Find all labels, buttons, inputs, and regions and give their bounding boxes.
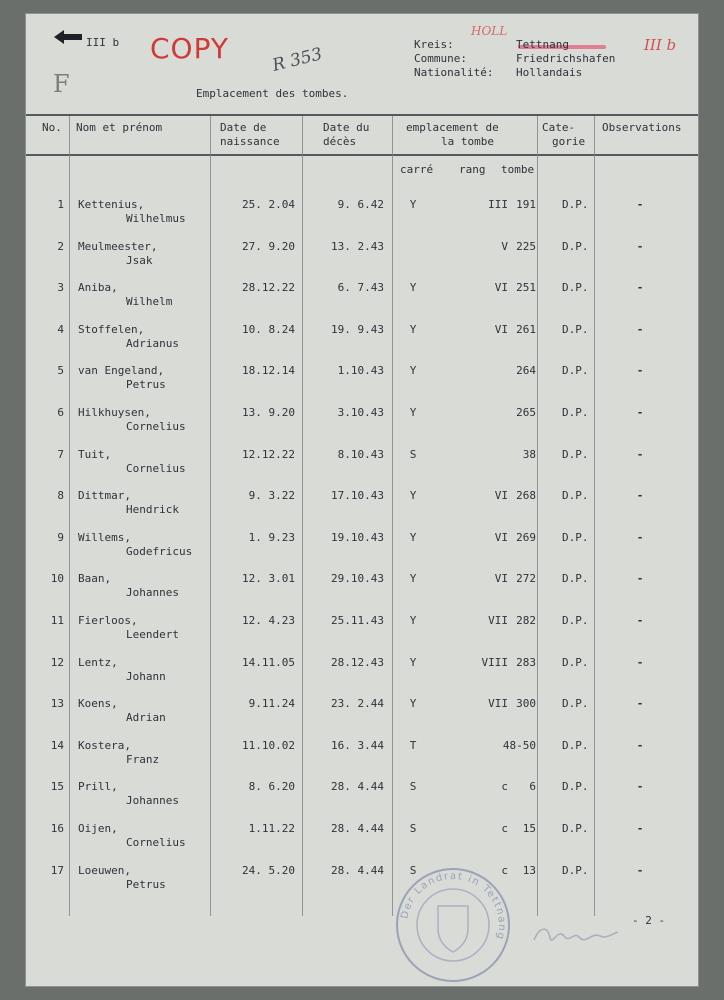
row-observation: - — [636, 239, 644, 253]
row-rang: VI — [494, 572, 508, 586]
row-given-name: Cornelius — [126, 420, 186, 433]
row-surname: Prill, — [78, 780, 118, 794]
row-number: 2 — [57, 239, 64, 253]
handwritten-corner-note: III b — [644, 36, 677, 54]
row-death-date: 19. 9.43 — [331, 322, 384, 336]
table-row — [0, 364, 724, 406]
row-rang: V — [501, 239, 508, 253]
row-given-name: Petrus — [126, 378, 166, 392]
row-carre: Y — [409, 530, 417, 544]
row-rang: VI — [494, 530, 508, 544]
row-birth-date: 12. 4.23 — [242, 614, 295, 627]
row-death-date: 9. 6.42 — [337, 198, 384, 211]
row-birth-date: 1.11.22 — [248, 822, 295, 835]
row-number: 9 — [57, 530, 64, 544]
row-surname: Hilkhuysen, — [78, 406, 151, 419]
table-row — [0, 489, 724, 531]
nationalite-value: Hollandais — [516, 66, 583, 79]
header-location-2: la tombe — [441, 135, 494, 148]
row-carre: S — [409, 863, 417, 877]
page-number: - 2 - — [632, 914, 666, 927]
row-carre: S — [409, 822, 417, 835]
row-category: D.P. — [562, 239, 589, 253]
handwritten-margin-letter: F — [53, 70, 70, 98]
row-birth-date: 27. 9.20 — [242, 239, 295, 253]
row-surname: Lentz, — [78, 655, 118, 669]
subheader-tombe: tombe — [501, 163, 535, 176]
row-number: 16 — [50, 822, 64, 835]
row-category: D.P. — [562, 198, 589, 211]
row-carre: Y — [409, 281, 417, 295]
row-category: D.P. — [562, 822, 589, 835]
row-given-name: Jsak — [126, 253, 153, 267]
row-observation: - — [636, 198, 644, 211]
row-tombe: 265 — [516, 406, 536, 419]
row-observation: - — [636, 406, 644, 419]
row-number: 1 — [57, 198, 64, 211]
table-row — [0, 822, 724, 864]
row-death-date: 16. 3.44 — [331, 738, 384, 752]
row-rang: VII — [488, 614, 508, 627]
row-given-name: Cornelius — [126, 836, 186, 849]
row-birth-date: 13. 9.20 — [242, 406, 295, 419]
arrow-mark-icon — [54, 30, 82, 44]
row-given-name: Johannes — [126, 794, 179, 808]
row-death-date: 23. 2.44 — [331, 697, 384, 711]
row-given-name: Godefricus — [126, 544, 193, 558]
row-surname: Kostera, — [78, 738, 131, 752]
row-number: 10 — [50, 572, 64, 586]
table-row — [0, 240, 724, 282]
row-observation: - — [636, 863, 644, 877]
row-surname: Willems, — [78, 530, 131, 544]
row-observation: - — [636, 780, 644, 794]
row-given-name: Adrianus — [126, 336, 179, 350]
row-tombe: 261 — [516, 322, 536, 336]
row-number: 12 — [50, 655, 64, 669]
row-given-name: Johannes — [126, 586, 179, 600]
table-row — [0, 656, 724, 698]
row-carre: Y — [409, 364, 417, 378]
row-tombe: 282 — [516, 614, 536, 627]
row-given-name: Johann — [126, 669, 166, 683]
location-block — [414, 38, 615, 80]
row-rang: c — [501, 822, 508, 835]
row-category: D.P. — [562, 406, 589, 419]
row-death-date: 3.10.43 — [337, 406, 384, 419]
row-number: 5 — [57, 364, 64, 378]
table-row — [0, 198, 724, 240]
row-surname: Baan, — [78, 572, 112, 586]
row-birth-date: 12.12.22 — [242, 447, 295, 461]
row-carre: S — [409, 447, 417, 461]
row-category: D.P. — [562, 530, 589, 544]
row-rang: VI — [494, 489, 508, 503]
official-seal-stamp — [394, 863, 512, 984]
row-birth-date: 28.12.22 — [242, 281, 295, 295]
row-observation: - — [636, 322, 644, 336]
row-carre: Y — [409, 322, 417, 336]
row-number: 8 — [57, 489, 64, 503]
row-death-date: 28. 4.44 — [331, 863, 384, 877]
row-category: D.P. — [562, 281, 589, 295]
table-row — [0, 572, 724, 614]
row-observation: - — [636, 697, 644, 711]
row-rang: c — [501, 863, 508, 877]
row-number: 11 — [50, 614, 64, 627]
row-tombe: 283 — [516, 655, 536, 669]
commune-value: Friedrichshafen — [516, 52, 616, 65]
row-death-date: 6. 7.43 — [337, 281, 384, 295]
table-row — [0, 697, 724, 739]
row-observation: - — [636, 738, 644, 752]
kreis-label: Kreis: — [414, 38, 454, 51]
row-tombe: 264 — [516, 364, 536, 378]
row-death-date: 13. 2.43 — [331, 239, 384, 253]
document-roman-ref: III b — [86, 36, 120, 49]
row-category: D.P. — [562, 614, 589, 627]
row-tombe: 38 — [522, 447, 536, 461]
row-carre: Y — [409, 198, 417, 211]
table-row — [0, 448, 724, 490]
row-category: D.P. — [562, 489, 589, 503]
row-given-name: Adrian — [126, 711, 166, 725]
row-birth-date: 9.11.24 — [248, 697, 295, 711]
row-observation: - — [636, 822, 644, 835]
row-surname: Stoffelen, — [78, 322, 145, 336]
subheader-rang: rang — [459, 163, 486, 176]
row-tombe: 6 — [529, 780, 536, 794]
row-number: 15 — [50, 780, 64, 794]
row-carre: Y — [409, 406, 417, 419]
commune-label: Commune: — [414, 52, 467, 65]
row-carre: Y — [409, 655, 417, 669]
subheader-carre: carré — [400, 163, 434, 176]
row-death-date: 25.11.43 — [331, 614, 384, 627]
header-name: Nom et prénom — [76, 121, 163, 134]
row-birth-date: 12. 3.01 — [242, 572, 295, 586]
row-tombe: 15 — [522, 822, 536, 835]
header-category-1: Cate- — [542, 121, 576, 134]
table-row — [0, 323, 724, 365]
table-row — [0, 406, 724, 448]
row-rang: c — [501, 780, 508, 794]
row-surname: Kettenius, — [78, 198, 145, 211]
row-tombe: 272 — [516, 572, 536, 586]
row-carre: Y — [409, 614, 417, 627]
row-category: D.P. — [562, 364, 589, 378]
table-row — [0, 281, 724, 323]
row-number: 3 — [57, 281, 64, 295]
row-birth-date: 25. 2.04 — [242, 198, 295, 211]
row-observation: - — [636, 489, 644, 503]
header-observations: Observations — [602, 121, 682, 134]
row-death-date: 29.10.43 — [331, 572, 384, 586]
row-birth-date: 18.12.14 — [242, 364, 295, 378]
row-birth-date: 24. 5.20 — [242, 863, 295, 877]
row-surname: Fierloos, — [78, 614, 138, 627]
row-tombe: 251 — [516, 281, 536, 295]
row-given-name: Cornelius — [126, 461, 186, 475]
kreis-value: Tettnang — [516, 38, 569, 51]
table-row — [0, 780, 724, 822]
table-row — [0, 739, 724, 781]
row-death-date: 28. 4.44 — [331, 780, 384, 794]
header-location-1: emplacement de — [406, 121, 499, 134]
row-observation: - — [636, 281, 644, 295]
row-rang: VI — [494, 322, 508, 336]
row-surname: Koens, — [78, 697, 118, 711]
row-surname: van Engeland, — [78, 364, 165, 378]
row-rang: VI — [494, 281, 508, 295]
row-carre: Y — [409, 572, 417, 586]
row-death-date: 28. 4.44 — [331, 822, 384, 835]
handwritten-reference: R 353 — [270, 44, 325, 76]
row-carre: Y — [409, 697, 417, 711]
row-category: D.P. — [562, 738, 589, 752]
row-number: 17 — [50, 863, 64, 877]
handwritten-holl-note: HOLL — [471, 24, 508, 38]
row-given-name: Petrus — [126, 877, 166, 891]
row-death-date: 1.10.43 — [337, 364, 384, 378]
row-tombe: 300 — [516, 697, 536, 711]
nationalite-label: Nationalité: — [414, 66, 494, 79]
row-number: 14 — [50, 738, 64, 752]
row-given-name: Hendrick — [126, 503, 179, 517]
row-given-name: Franz — [126, 752, 160, 766]
row-given-name: Wilhelmus — [126, 212, 186, 225]
row-observation: - — [636, 364, 644, 378]
row-category: D.P. — [562, 697, 589, 711]
row-category: D.P. — [562, 322, 589, 336]
row-birth-date: 11.10.02 — [242, 738, 295, 752]
row-tombe: 269 — [516, 530, 536, 544]
row-surname: Loeuwen, — [78, 863, 131, 877]
header-death-1: Date du — [323, 121, 370, 134]
row-category: D.P. — [562, 447, 589, 461]
row-birth-date: 1. 9.23 — [248, 530, 295, 544]
table-row — [0, 531, 724, 573]
row-surname: Tuit, — [78, 447, 112, 461]
copy-stamp: COPY — [150, 32, 229, 65]
row-birth-date: 14.11.05 — [242, 655, 295, 669]
row-surname: Dittmar, — [78, 489, 131, 503]
row-carre: T — [409, 738, 417, 752]
header-category-2: gorie — [552, 135, 586, 148]
header-no: No. — [42, 121, 62, 134]
row-birth-date: 10. 8.24 — [242, 322, 295, 336]
row-tombe: 268 — [516, 489, 536, 503]
row-death-date: 17.10.43 — [331, 489, 384, 503]
row-given-name: Leendert — [126, 628, 179, 641]
row-observation: - — [636, 447, 644, 461]
row-surname: Meulmeester, — [78, 239, 158, 253]
row-tombe: 13 — [522, 863, 536, 877]
row-category: D.P. — [562, 780, 589, 794]
header-birth-2: naissance — [220, 135, 280, 148]
row-tombe: 191 — [516, 198, 536, 211]
table-header-rule — [26, 154, 698, 156]
row-rang: VII — [488, 697, 508, 711]
row-category: D.P. — [562, 863, 589, 877]
row-death-date: 28.12.43 — [331, 655, 384, 669]
row-observation: - — [636, 614, 644, 627]
row-category: D.P. — [562, 572, 589, 586]
row-birth-date: 8. 6.20 — [248, 780, 295, 794]
row-death-date: 19.10.43 — [331, 530, 384, 544]
table-top-rule — [26, 114, 698, 116]
row-number: 4 — [57, 322, 64, 336]
row-observation: - — [636, 655, 644, 669]
row-surname: Oijen, — [78, 822, 118, 835]
table-row — [0, 614, 724, 656]
header-birth-1: Date de — [220, 121, 267, 134]
table-row — [0, 864, 724, 906]
row-tombe: 225 — [516, 239, 536, 253]
row-carre: Y — [409, 489, 417, 503]
row-category: D.P. — [562, 655, 589, 669]
handwritten-signature — [530, 920, 620, 950]
row-number: 6 — [57, 406, 64, 419]
row-observation: - — [636, 572, 644, 586]
row-number: 7 — [57, 447, 64, 461]
row-carre: S — [409, 780, 417, 794]
row-number: 13 — [50, 697, 64, 711]
row-surname: Aniba, — [78, 281, 118, 295]
document-subtitle: Emplacement des tombes. — [196, 87, 349, 100]
row-rang: VIII — [481, 655, 508, 669]
seal-text: Der Landrat in Tettnang — [399, 870, 508, 942]
row-observation: - — [636, 530, 644, 544]
row-rang: III — [488, 198, 508, 211]
header-death-2: décès — [323, 135, 357, 148]
row-tombe: 48-50 — [502, 738, 536, 752]
row-given-name: Wilhelm — [126, 295, 173, 309]
row-birth-date: 9. 3.22 — [248, 489, 295, 503]
row-death-date: 8.10.43 — [337, 447, 384, 461]
